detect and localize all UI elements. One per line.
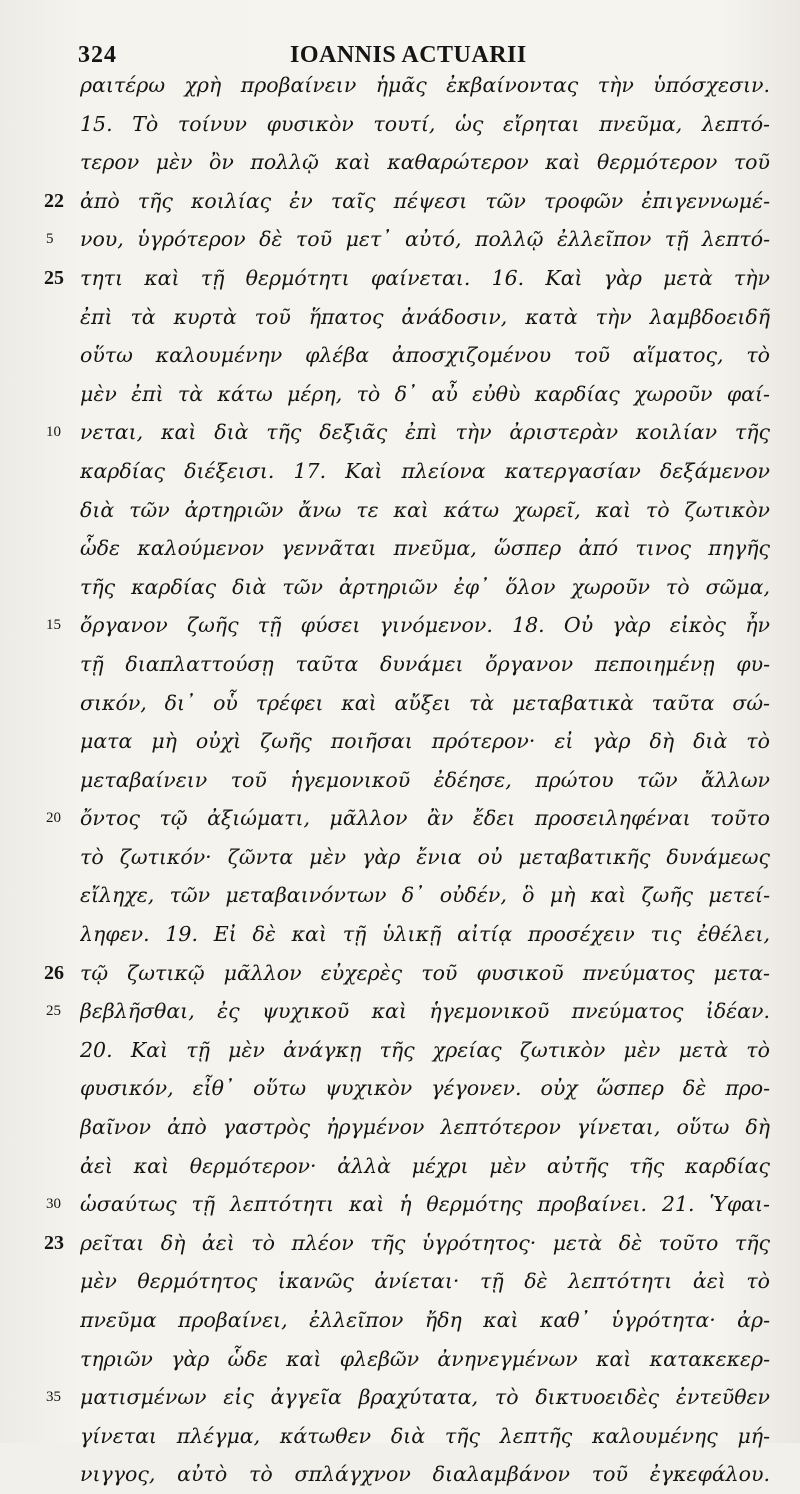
text-line: [0, 1455, 800, 1494]
text-line: [0, 259, 800, 298]
line-text: ληφεν. 19. Εἰ δὲ καὶ τῇ ὑλικῇ αἰτίᾳ προσέχειν τις ἐθέλει,: [80, 922, 770, 947]
text-line: [0, 876, 800, 915]
line-text: νιγγος, αὐτὸ τὸ σπλάγχνον διαλαμβάνον τοῦ ἐγκεφάλου.: [80, 1462, 770, 1487]
text-line: [0, 1147, 800, 1186]
line-text: τῆς καρδίας διὰ τῶν ἀρτηριῶν ἐφ᾽ ὅλον χωροῦν τὸ σῶμα,: [80, 574, 770, 599]
line-number: 15: [46, 617, 61, 634]
line-text: σικόν, δι᾽ οὗ τρέφει καὶ αὔξει τὰ μεταβατικὰ ταῦτα σώ-: [80, 690, 770, 715]
line-text: καρδίας διέξεισι. 17. Καὶ πλείονα κατεργασίαν δεξάμενον: [80, 458, 770, 483]
text-line: [0, 491, 800, 530]
text-line: [0, 413, 800, 452]
line-text: τηριῶν γὰρ ὧδε καὶ φλεβῶν ἀνηνεγμένων καὶ κατακεκερ-: [80, 1346, 770, 1371]
line-number: 10: [46, 424, 61, 441]
text-line: [0, 1378, 800, 1417]
text-line: [0, 645, 800, 684]
line-text: διὰ τῶν ἀρτηριῶν ἄνω τε καὶ κάτω χωρεῖ, καὶ τὸ ζωτικὸν: [80, 497, 770, 522]
line-text: τῇ διαπλαττούσῃ ταῦτα δυνάμει ὄργανον πεποιημένῃ φυ-: [80, 651, 770, 676]
line-text: ρεῖται δὴ ἀεὶ τὸ πλέον τῆς ὑγρότητος· μετὰ δὲ τοῦτο τῆς: [80, 1230, 770, 1255]
line-text: μεταβαίνειν τοῦ ἡγεμονικοῦ ἐδέησε, πρώτου τῶν ἄλλων: [80, 767, 770, 792]
line-number: 30: [46, 1196, 61, 1213]
text-line: [0, 761, 800, 800]
text-line: [0, 992, 800, 1031]
line-text: ὡσαύτως τῇ λεπτότητι καὶ ἡ θερμότης προβαίνει. 21. Ὑφαι-: [80, 1192, 770, 1217]
line-text: οὕτω καλουμένην φλέβα ἀποσχιζομένου τοῦ αἵματος, τὸ: [80, 343, 770, 368]
line-text: νεται, καὶ διὰ τῆς δεξιᾶς ἐπὶ τὴν ἀριστερὰν κοιλίαν τῆς: [80, 420, 770, 445]
text-line: [0, 568, 800, 607]
text-line: [0, 1185, 800, 1224]
line-text: 20. Καὶ τῇ μὲν ἀνάγκῃ τῆς χρείας ζωτικὸν μὲν μετὰ τὸ: [80, 1037, 770, 1062]
line-text: ματισμένων εἰς ἀγγεῖα βραχύτατα, τὸ δικτυοειδὲς ἐντεῦθεν: [80, 1385, 770, 1410]
line-number: 35: [46, 1389, 61, 1406]
line-text: ματα μὴ οὐχὶ ζωῆς ποιῆσαι πρότερον· εἰ γὰρ δὴ διὰ τὸ: [80, 729, 770, 754]
text-line: [0, 722, 800, 761]
text-line: [0, 143, 800, 182]
page-number: 324: [78, 42, 117, 68]
text-line: [0, 375, 800, 414]
line-text: τητι καὶ τῇ θερμότητι φαίνεται. 16. Καὶ γὰρ μετὰ τὴν: [80, 265, 770, 290]
line-text: ραιτέρω χρὴ προβαίνειν ἡμᾶς ἐκβαίνοντας τὴν ὑπόσχεσιν.: [80, 73, 770, 97]
text-line: [0, 66, 800, 105]
text-line: [0, 684, 800, 723]
text-line: [0, 915, 800, 954]
text-line: [0, 1224, 800, 1263]
line-text: πνεῦμα προβαίνει, ἐλλεῖπον ἤδη καὶ καθ᾽ ὑγρότητα· ἀρ-: [80, 1308, 770, 1332]
line-text: νου, ὑγρότερον δὲ τοῦ μετ᾽ αὐτό, πολλῷ ἐλλεῖπον τῇ λεπτό-: [80, 227, 770, 252]
text-line: [0, 838, 800, 877]
line-text: εἴληχε, τῶν μεταβαινόντων δ᾽ οὐδέν, ὃ μὴ καὶ ζωῆς μετεί-: [80, 883, 770, 908]
text-line: [0, 1108, 800, 1147]
edition-page-reference: 23: [44, 1231, 64, 1254]
text-line: [0, 1069, 800, 1108]
line-text: ὄργανον ζωῆς τῇ φύσει γινόμενον. 18. Οὐ γὰρ εἰκὸς ἦν: [80, 613, 770, 638]
line-text: ἀπὸ τῆς κοιλίας ἐν ταῖς πέψεσι τῶν τροφῶν ἐπιγεννωμέ-: [80, 188, 770, 213]
edition-page-reference: 22: [44, 189, 64, 212]
text-line: [0, 182, 800, 221]
edition-page-reference: 25: [44, 266, 64, 289]
line-text: μὲν θερμότητος ἱκανῶς ἀνίεται· τῇ δὲ λεπτότητι ἀεὶ τὸ: [80, 1269, 770, 1294]
edition-page-reference: 26: [44, 961, 64, 984]
line-number: 20: [46, 810, 61, 827]
line-text: ὄντος τῷ ἀξιώματι, μᾶλλον ἂν ἔδει προσειληφέναι τοῦτο: [80, 806, 770, 831]
line-text: τερον μὲν ὂν πολλῷ καὶ καθαρώτερον καὶ θερμότερον τοῦ: [80, 150, 770, 175]
text-line: [0, 452, 800, 491]
text-line: [0, 105, 800, 144]
text-line: [0, 954, 800, 993]
line-text: γίνεται πλέγμα, κάτωθεν διὰ τῆς λεπτῆς καλουμένης μή-: [80, 1423, 770, 1448]
line-text: ὧδε καλούμενον γεννᾶται πνεῦμα, ὥσπερ ἀπό τινος πηγῆς: [80, 536, 770, 561]
text-line: [0, 799, 800, 838]
text-line: [0, 1417, 800, 1456]
line-number: 25: [46, 1003, 61, 1020]
running-head-title: IOANNIS ACTUARII: [290, 42, 527, 68]
line-text: φυσικόν, εἶθ᾽ οὕτω ψυχικὸν γέγονεν. οὐχ ὥσπερ δὲ προ-: [80, 1076, 770, 1101]
line-text: 15. Τὸ τοίνυν φυσικὸν τουτί, ὡς εἴρηται πνεῦμα, λεπτό-: [80, 111, 770, 136]
greek-text-block: [0, 66, 800, 1494]
line-text: βαῖνον ἀπὸ γαστρὸς ἠργμένον λεπτότερον γίνεται, οὕτω δὴ: [80, 1115, 770, 1140]
text-line: [0, 529, 800, 568]
text-line: [0, 606, 800, 645]
line-text: τῷ ζωτικῷ μᾶλλον εὐχερὲς τοῦ φυσικοῦ πνεύματος μετα-: [80, 960, 770, 985]
line-text: τὸ ζωτικόν· ζῶντα μὲν γὰρ ἔνια οὐ μεταβατικῆς δυνάμεως: [80, 844, 770, 869]
line-text: μὲν ἐπὶ τὰ κάτω μέρη, τὸ δ᾽ αὖ εὐθὺ καρδίας χωροῦν φαί-: [80, 381, 770, 406]
text-line: [0, 298, 800, 337]
line-text: ἐπὶ τὰ κυρτὰ τοῦ ἥπατος ἀνάδοσιν, κατὰ τὴν λαμβδοειδῆ: [80, 304, 770, 329]
text-line: [0, 1262, 800, 1301]
text-line: [0, 1031, 800, 1070]
text-line: [0, 336, 800, 375]
line-text: ἀεὶ καὶ θερμότερον· ἀλλὰ μέχρι μὲν αὐτῆς τῆς καρδίας: [80, 1153, 770, 1178]
line-text: βεβλῆσθαι, ἐς ψυχικοῦ καὶ ἡγεμονικοῦ πνεύματος ἰδέαν.: [80, 999, 770, 1024]
text-line: [0, 1340, 800, 1379]
text-line: [0, 1301, 800, 1340]
text-line: [0, 220, 800, 259]
line-number: 5: [46, 231, 54, 248]
